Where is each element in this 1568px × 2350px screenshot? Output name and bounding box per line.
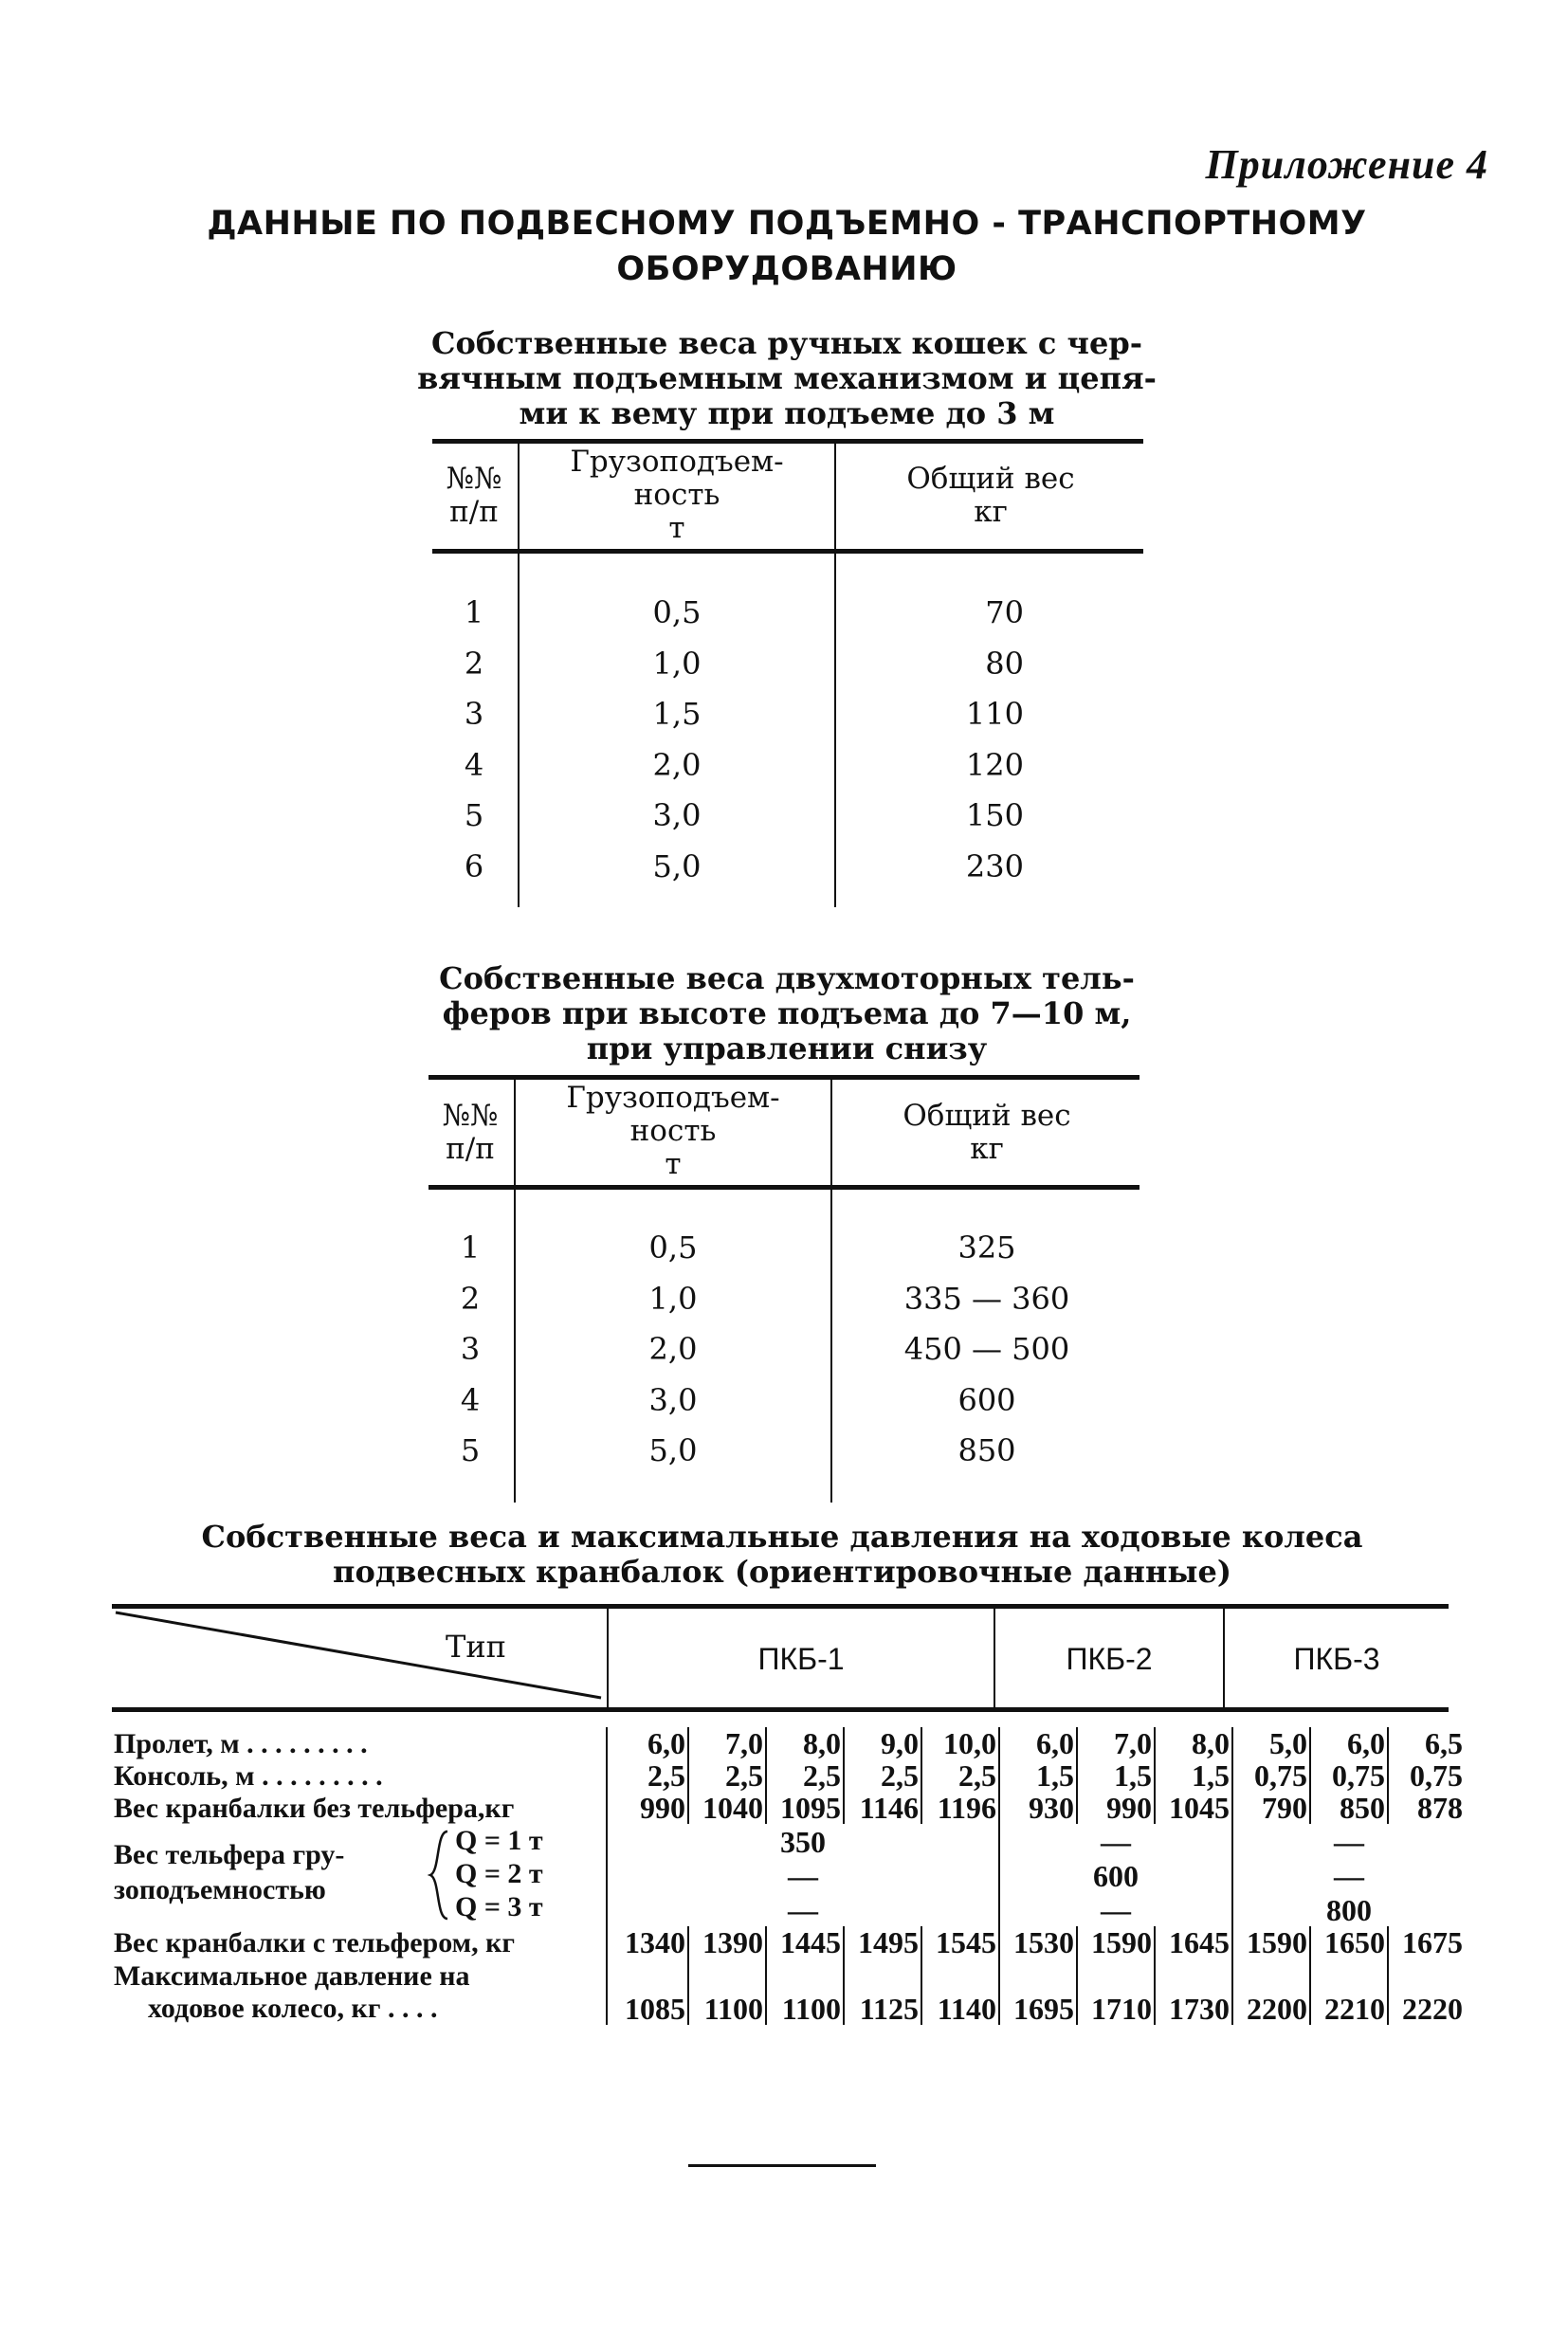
table-cell: 5 bbox=[460, 1432, 481, 1468]
table-cell: 5,0 bbox=[1232, 1727, 1310, 1759]
table-row bbox=[112, 1958, 1465, 2025]
table-cell: 5,0 bbox=[652, 847, 702, 884]
table3-header-rule bbox=[112, 1707, 1449, 1712]
table-cell: 350 bbox=[607, 1824, 999, 1858]
table1-divider bbox=[518, 554, 520, 907]
table-cell: 7,0 bbox=[688, 1727, 766, 1759]
table1-header-capacity bbox=[521, 446, 832, 545]
table-cell: 0,5 bbox=[652, 594, 702, 630]
table2-top-rule bbox=[428, 1075, 1140, 1080]
table1-divider bbox=[518, 444, 520, 549]
header-text: Общий вес bbox=[906, 462, 1075, 496]
header-text: кг bbox=[974, 495, 1008, 529]
table-cell: 10,0 bbox=[921, 1727, 999, 1759]
table-cell: 1530 bbox=[999, 1926, 1077, 1958]
table-cell: 2,5 bbox=[844, 1759, 921, 1792]
header-text: т bbox=[665, 1147, 682, 1181]
table-cell: 1,5 bbox=[652, 696, 702, 732]
row-label-line: Максимальное давление на bbox=[114, 1960, 470, 1992]
table-cell: 6 bbox=[464, 847, 484, 884]
row-label: Вес кранбалки с тельфером, кг bbox=[114, 1927, 516, 1958]
table1-header-num bbox=[432, 463, 516, 529]
caption-line: феров при высоте подъема до 7—10 м, bbox=[442, 995, 1132, 1031]
table2-col-capacity bbox=[518, 1223, 829, 1477]
table3-group-pkb1: ПКБ-1 bbox=[757, 1642, 845, 1676]
table-cell: 2 bbox=[464, 645, 484, 682]
table-row bbox=[112, 1759, 1465, 1792]
table-cell: 335 — 360 bbox=[903, 1280, 1070, 1317]
table-cell: 1590 bbox=[1077, 1926, 1155, 1958]
table2-header-rule bbox=[428, 1185, 1140, 1190]
table-cell: 1095 bbox=[766, 1792, 844, 1824]
caption-line: Собственные веса двухмоторных тель- bbox=[439, 960, 1135, 996]
table-cell: 2,5 bbox=[921, 1759, 999, 1792]
hoist-label-cell bbox=[112, 1824, 607, 1926]
table-cell: 1,5 bbox=[1077, 1759, 1155, 1792]
header-text: ность bbox=[629, 1114, 717, 1148]
table1-divider bbox=[834, 444, 836, 549]
table-cell: 0,75 bbox=[1232, 1759, 1310, 1792]
row-label: Вес кранбалки без тельфера,кг bbox=[114, 1793, 515, 1824]
table1-top-rule bbox=[432, 439, 1143, 444]
table-cell: 2210 bbox=[1310, 1958, 1388, 2025]
table-cell: 990 bbox=[1077, 1792, 1155, 1824]
table-cell: 600 bbox=[999, 1858, 1232, 1892]
table-cell: 1045 bbox=[1155, 1792, 1232, 1824]
table1-col-weight bbox=[910, 588, 1024, 892]
table-cell: 5 bbox=[464, 797, 484, 833]
table-cell: 2,5 bbox=[766, 1759, 844, 1792]
table1-col-num bbox=[432, 588, 516, 892]
table-cell: 930 bbox=[999, 1792, 1077, 1824]
caption-line: Собственные веса и максимальные давления на ходовые колеса bbox=[201, 1519, 1363, 1555]
q-label: Q = 3 т bbox=[455, 1891, 543, 1922]
table-cell: 1645 bbox=[1155, 1926, 1232, 1958]
table2-caption bbox=[379, 961, 1194, 1066]
table-cell: 4 bbox=[460, 1381, 481, 1418]
q-label: Q = 1 т bbox=[455, 1825, 543, 1856]
table1-caption bbox=[379, 326, 1194, 431]
header-text: ность bbox=[633, 478, 720, 512]
table-cell: 2,0 bbox=[648, 1331, 698, 1367]
table-cell: — bbox=[607, 1858, 999, 1892]
header-text: Грузоподъем- bbox=[566, 1081, 780, 1115]
table-cell: 110 bbox=[965, 696, 1024, 732]
title-line-2: ОБОРУДОВАНИЮ bbox=[616, 250, 957, 288]
header-text: Общий вес bbox=[903, 1099, 1071, 1133]
table-cell: 600 bbox=[957, 1381, 1016, 1418]
row-label bbox=[112, 1958, 607, 2025]
table-cell: 1495 bbox=[844, 1926, 921, 1958]
row-label-line: ходовое колесо, кг . . . . bbox=[148, 1993, 438, 2024]
header-text: п/п bbox=[449, 495, 499, 529]
table-cell: 1695 bbox=[999, 1958, 1077, 2025]
table-cell: — bbox=[607, 1892, 999, 1926]
table-cell: 1125 bbox=[844, 1958, 921, 2025]
table-cell: 800 bbox=[1232, 1892, 1465, 1926]
caption-line: Собственные веса ручных кошек с чер- bbox=[431, 325, 1142, 361]
document-title bbox=[152, 201, 1422, 292]
table-cell: 80 bbox=[985, 645, 1024, 682]
table-cell: 7,0 bbox=[1077, 1727, 1155, 1759]
caption-line: при управлении снизу bbox=[586, 1030, 988, 1066]
caption-line: подвесных кранбалок (ориентировочные данные) bbox=[333, 1554, 1231, 1590]
table2-col-num bbox=[428, 1223, 512, 1477]
caption-line: вячным подъемным механизмом и цепя- bbox=[417, 360, 1157, 396]
table3-group-pkb3: ПКБ-3 bbox=[1293, 1642, 1380, 1676]
table3-group-pkb2: ПКБ-2 bbox=[1066, 1642, 1153, 1676]
header-text: Грузоподъем- bbox=[570, 445, 784, 479]
table-cell: 0,5 bbox=[648, 1230, 698, 1266]
table1-header-weight bbox=[838, 463, 1143, 529]
table-cell: 325 bbox=[957, 1230, 1016, 1266]
table-cell: 450 — 500 bbox=[903, 1331, 1070, 1367]
table-cell: 1650 bbox=[1310, 1926, 1388, 1958]
hoist-label-line: Вес тельфера гру- bbox=[114, 1839, 345, 1870]
table-cell: 1,5 bbox=[1155, 1759, 1232, 1792]
table-cell: 1390 bbox=[688, 1926, 766, 1958]
table-cell: 1 bbox=[464, 594, 484, 630]
table-cell: 850 bbox=[957, 1432, 1016, 1468]
table-cell: 9,0 bbox=[844, 1727, 921, 1759]
table2-divider bbox=[514, 1190, 516, 1503]
table-row bbox=[112, 1792, 1465, 1824]
table-cell: 1140 bbox=[921, 1958, 999, 2025]
table-cell: 1100 bbox=[688, 1958, 766, 2025]
table-cell: 3,0 bbox=[648, 1381, 698, 1418]
table-cell: 2,5 bbox=[607, 1759, 688, 1792]
table3-body bbox=[112, 1727, 1465, 2025]
table2-col-weight bbox=[834, 1223, 1140, 1477]
table-cell: 2,0 bbox=[652, 746, 702, 783]
row-label: Пролет, м . . . . . . . . . bbox=[114, 1728, 368, 1759]
table-cell: 8,0 bbox=[766, 1727, 844, 1759]
table-cell: 8,0 bbox=[1155, 1727, 1232, 1759]
table-cell: 120 bbox=[965, 746, 1024, 783]
table2-header-capacity bbox=[518, 1082, 829, 1181]
table-cell: 2 bbox=[460, 1280, 481, 1317]
header-text: кг bbox=[970, 1132, 1004, 1166]
table1-header-rule bbox=[432, 549, 1143, 554]
table-cell: 1,0 bbox=[652, 645, 702, 682]
row-label: Консоль, м . . . . . . . . . bbox=[114, 1760, 383, 1792]
table-cell: 4 bbox=[464, 746, 484, 783]
table-cell: 878 bbox=[1388, 1792, 1465, 1824]
table-cell: 0,75 bbox=[1388, 1759, 1465, 1792]
table-cell: 790 bbox=[1232, 1792, 1310, 1824]
table-cell: — bbox=[999, 1892, 1232, 1926]
table1-col-capacity bbox=[521, 588, 832, 892]
table-cell: 1340 bbox=[607, 1926, 688, 1958]
header-text: №№ bbox=[442, 1099, 499, 1133]
table-cell: 6,0 bbox=[1310, 1727, 1388, 1759]
table2-divider bbox=[830, 1190, 832, 1503]
brace-icon bbox=[425, 1828, 453, 1922]
table2-header-num bbox=[428, 1100, 512, 1166]
table1-divider bbox=[834, 554, 836, 907]
table-cell: 6,0 bbox=[999, 1727, 1077, 1759]
table-cell: 3 bbox=[460, 1331, 481, 1367]
table-cell: 6,5 bbox=[1388, 1727, 1465, 1759]
table-cell: 2220 bbox=[1388, 1958, 1465, 2025]
table3-type-label: Тип bbox=[446, 1629, 506, 1665]
header-text: №№ bbox=[446, 462, 502, 496]
end-rule bbox=[688, 2164, 876, 2167]
table-cell: 6,0 bbox=[607, 1727, 688, 1759]
header-text: п/п bbox=[446, 1132, 495, 1166]
table-row bbox=[112, 1824, 1465, 1858]
hoist-label-line: зоподъемностью bbox=[114, 1874, 326, 1905]
table-cell: 850 bbox=[1310, 1792, 1388, 1824]
caption-line: ми к вему при подъеме до 3 м bbox=[519, 395, 1055, 431]
table3-diagonal bbox=[112, 1609, 605, 1703]
table-row bbox=[112, 1926, 1465, 1958]
diagonal-line bbox=[116, 1612, 601, 1698]
q-labels bbox=[455, 1824, 543, 1923]
table-cell: 1100 bbox=[766, 1958, 844, 2025]
table-cell: 3 bbox=[464, 696, 484, 732]
table-cell: 990 bbox=[607, 1792, 688, 1824]
table-cell: 1085 bbox=[607, 1958, 688, 2025]
q-label: Q = 2 т bbox=[455, 1858, 543, 1889]
table2-divider bbox=[830, 1080, 832, 1185]
table-cell: — bbox=[1232, 1824, 1465, 1858]
table-cell: 1590 bbox=[1232, 1926, 1310, 1958]
table-cell: — bbox=[999, 1824, 1232, 1858]
table-cell: 1196 bbox=[921, 1792, 999, 1824]
table-cell: 70 bbox=[985, 594, 1024, 630]
hoist-label bbox=[114, 1837, 344, 1907]
table-cell: 1445 bbox=[766, 1926, 844, 1958]
table-cell: 5,0 bbox=[648, 1432, 698, 1468]
table-cell: 1675 bbox=[1388, 1926, 1465, 1958]
table-cell: 1545 bbox=[921, 1926, 999, 1958]
table-cell: 0,75 bbox=[1310, 1759, 1388, 1792]
table-cell: 1 bbox=[460, 1230, 481, 1266]
title-line-1: ДАННЫЕ ПО ПОДВЕСНОМУ ПОДЪЕМНО - ТРАНСПОРТНОМУ bbox=[207, 205, 1367, 243]
table-cell: 1,0 bbox=[648, 1280, 698, 1317]
appendix-label: Приложение 4 bbox=[1205, 141, 1488, 188]
table-cell: 1,5 bbox=[999, 1759, 1077, 1792]
header-text: т bbox=[668, 511, 685, 545]
table-row bbox=[112, 1727, 1465, 1759]
table-cell: 1730 bbox=[1155, 1958, 1232, 2025]
table-cell: 230 bbox=[965, 847, 1024, 884]
table-cell: 1710 bbox=[1077, 1958, 1155, 2025]
table-cell: 3,0 bbox=[652, 797, 702, 833]
table2-divider bbox=[514, 1080, 516, 1185]
table-cell: 150 bbox=[965, 797, 1024, 833]
table-cell: 1040 bbox=[688, 1792, 766, 1824]
table2-header-weight bbox=[834, 1100, 1140, 1166]
table3-caption bbox=[142, 1520, 1422, 1590]
table-cell: 1146 bbox=[844, 1792, 921, 1824]
table-cell: 2200 bbox=[1232, 1958, 1310, 2025]
table-cell: — bbox=[1232, 1858, 1465, 1892]
table-cell: 2,5 bbox=[688, 1759, 766, 1792]
